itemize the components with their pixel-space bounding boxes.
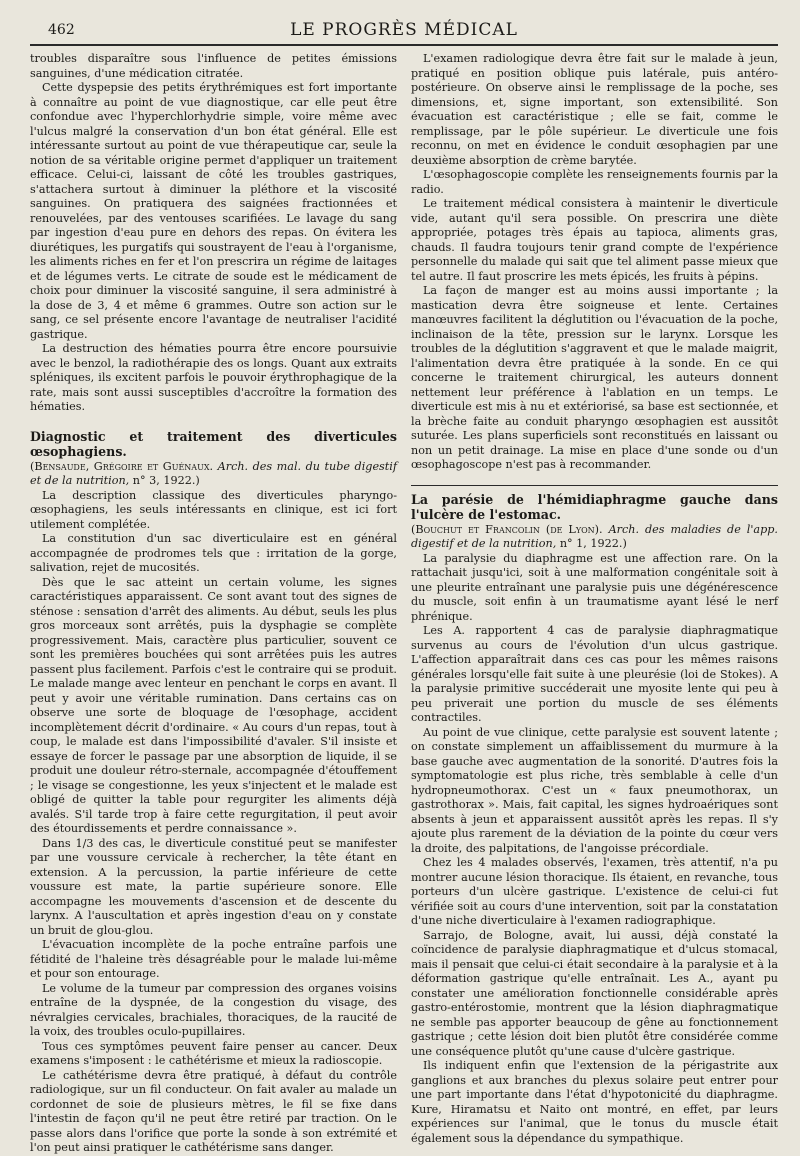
paragraph: troubles disparaître sous l'influence de petites émissions sanguines, d'une médication citratée. <box>30 52 397 80</box>
page-number: 462 <box>48 22 75 38</box>
article-issue: n° 3, 1922.) <box>132 474 200 487</box>
article-issue: n° 1, 1922.) <box>559 537 627 550</box>
article-reference <box>411 523 778 552</box>
paragraph: L'évacuation incomplète de la poche entraîne parfois une fétidité de l'haleine très désagréable pour le malade lui-même et pour son entourage. <box>30 938 397 980</box>
paragraph: Ils indiquent enfin que l'extension de la périgastrite aux ganglions et aux branches du plexus solaire peut entrer pour une part importante dans l'état d'hypotonicité du diaphragme. Kure, Hiramatsu et Naito ont montré, en effet, par leurs expériences sur l'animal, que le tonus du muscle était également sous la dépendance du sympathique. <box>411 1059 778 1145</box>
paragraph: Chez les 4 malades observés, l'examen, très attentif, n'a pu montrer aucune lésion thoracique. Ils étaient, en revanche, tous porteurs d'un ulcère gastrique. L'existence de celui-ci fut vérifiée soit au cours d'une intervention, soit par la constatation d'une niche diverticulaire à l'examen radiographique. <box>411 856 778 927</box>
paragraph: Dès que le sac atteint un certain volume, les signes caractéristiques apparaissent. Ce sont avant tout des signes de sténose : sensation d'arrêt des aliments. Au début, seuls les plus gros morceaux sont arrêtés, puis la dysphagie se complète progressivement. Mais, caractère plus particulier, souvent ce sont les premières bouchées qui sont arrêtées puis les autres passent plus facilement. Parfois c'est le contraire qui se produit. Le malade mange avec lenteur en penchant le corps en avant. Il peut y avoir une véritable rumination. Dans certains cas on observe une sorte de bloquage de l'œsophage, accident incomplètement décrit d'ordinaire. « Au cours d'un repas, tout à coup, le malade est dans l'impossibilité d'avaler. S'il insiste et essaye de forcer le passage par une absorption de liquide, il se produit une douleur rétro-sternale, accompagnée d'étouffement ; le visage se congestionne, les yeux s'injectent et le malade est obligé de quitter la table pour regurgiter les aliments déjà avalés. S'il tarde trop à faire cette regurgitation, il peut avoir des étourdissements et perdre connaissance ». <box>30 575 397 835</box>
article-journal: Arch. des maladies de l'app. digestif et de la nutrition, <box>411 522 778 550</box>
article-authors: (Bouchut et Francolin (de Lyon). <box>411 522 603 536</box>
paragraph: Le traitement médical consistera à maintenir le diverticule vide, autant qu'il sera possible. On prescrira une diète appropriée, potages très épais au tapioca, aliments gras, chauds. Il faudra toujours tenir grand compte de l'expérience personnelle du malade qui sait que tel aliment passe mieux que tel autre. Il faut proscrire les mets épicés, les fruits à pépins. <box>411 197 778 283</box>
paragraph: L'examen radiologique devra être fait sur le malade à jeun, pratiqué en position oblique puis latérale, puis antéro-postérieure. On observe ainsi le remplissage de la poche, ses dimensions, et, signe important, son extensibilité. Son évacuation est caractéristique ; elle se fait, comme le remplissage, par le pôle supérieur. Le diverticule une fois reconnu, on met en évidence le conduit œsophagien par une deuxième absorption de crème barytée. <box>411 52 778 167</box>
paragraph: La paralysie du diaphragme est une affection rare. On la rattachait jusqu'ici, soit à une malformation congénitale soit à une pleurite entraînant une paralysie puis une dégénérescence du muscle, soit enfin à un traumatisme ayant lésé le nerf phrénique. <box>411 551 778 623</box>
two-column-body <box>30 52 778 1156</box>
article-reference: (Bensaude, Grégoire et Guénaux. Arch. des mal. du tube digestif et de la nutrition, n° 3, 1922.) <box>30 459 398 487</box>
paragraph: Les A. rapportent 4 cas de paralysie diaphragmatique survenus au cours de l'évolution d'un ulcus gastrique. L'affection apparaîtrait dans ces cas pour les mêmes raisons générales lorsqu'elle fait suite à une pleurésie (loi de Stokes). A la paralysie primitive succéderait une myosite lente qui peu à peu priverait une portion du muscle de ses éléments contractiles. <box>411 624 778 724</box>
paragraph: La destruction des hématies pourra être encore poursuivie avec le benzol, la radiothérapie des os longs. Quant aux extraits spléniques, ils excitent parfois le pouvoir érythrophagique de la rate, mais sont aussi susceptibles d'accroître la formation des hématies. <box>30 342 397 413</box>
paragraph: Cette dyspepsie des petits érythrémiques est fort importante à connaître au point de vue diagnostique, car elle peut être confondue avec l'hyperchlorhydrie simple, voire même avec l'ulcus malgré la conservation d'un bon état général. Elle est intéressante surtout au point de vue thérapeutique car, seule la notion de sa véritable origine permet d'appliquer un traitement efficace. Celui-ci, laissant de côté les troubles gastriques, s'attachera surtout à diminuer la pléthore et la viscosité sanguines. On pratiquera des saignées fractionnées et renouvelées, par des ventouses scarifiées. Le lavage du sang par ingestion d'eau pure en dehors des repas. On évitera les diurétiques, les purgatifs qui soustrayent de l'eau à l'organisme, les aliments riches en fer et l'on prescrira un régime de laitages et de légumes verts. Le citrate de soude est le médicament de choix pour diminuer la viscosité sanguine, il sera administré à la dose de 3, 4 et même 6 grammes. Outre son action sur le sang, ce sel présente encore l'avantage de neutraliser l'acidité gastrique. <box>30 81 397 341</box>
paragraph: La description classique des diverticules pharyngo-œsophagiens, les seuls intéressants en clinique, est ici fort utilement complétée. <box>30 488 397 531</box>
section-divider <box>411 485 778 486</box>
paragraph: L'œsophagoscopie complète les renseignements fournis par la radio. <box>411 168 778 196</box>
paragraph: Au point de vue clinique, cette paralysie est souvent latente ; on constate simplement un affaiblissement du murmure à la base gauche avec augmentation de la sonorité. D'autres fois la symptomatologie est plus riche, très semblable à celle d'un hydropneumothorax. C'est un « faux pneumothorax, un gastrothorax ». Mais, fait capital, les signes hydroaériques sont absents à jeun et apparaissent aussitôt après les repas. Il s'y ajoute plus rarement de la déviation de la pointe du cœur vers la droite, des palpitations, de l'angoisse précordiale. <box>411 725 778 855</box>
paragraph: La constitution d'un sac diverticulaire est en général accompagnée de prodromes tels que : irritation de la gorge, salivation, rejet de mucosités. <box>30 532 397 574</box>
right-column <box>411 52 778 1156</box>
article-authors: Bensaude, Grégoire et Guénaux. <box>34 459 214 473</box>
page-header <box>30 18 778 46</box>
paragraph: La façon de manger est au moins aussi importante ; la mastication devra être soigneuse et lente. Certaines manœuvres facilitent la déglutition ou l'évacuation de la poche, inclinaison de la tête, pression sur le larynx. Lorsque les troubles de la déglutition s'aggravent et que le malade maigrit, l'alimentation devra être pratiquée à la sonde. En ce qui concerne le traitement chirurgical, les auteurs donnent nettement leur préférence à l'ablation en un temps. Le diverticule est mis à nu et extériorisé, sa base est sectionnée, et la brèche faite au conduit pharyngo œsophagien est aussitôt suturée. Les plans superficiels sont reconstitués en laissant ou non un petit drainage. La mise en place d'une sonde ou d'un œsophagoscope n'est pas à recommander. <box>411 284 778 471</box>
paragraph: Le volume de la tumeur par compression des organes voisins entraîne de la dyspnée, de la congestion du visage, des névralgies cervicales, brachiales, thoraciques, de la raucité de la voix, des troubles oculo-pupillaires. <box>30 981 397 1038</box>
article-title: La parésie de l'hémidiaphragme gauche dans l'ulcère de l'estomac. <box>411 491 778 522</box>
paragraph: Sarrajo, de Bologne, avait, lui aussi, déjà constaté la coïncidence de paralysie diaphragmatique et d'ulcus stomacal, mais il pensait que celui-ci était secondaire à la paralysie et à la déformation gastrique qu'elle entraînait. Les A., ayant pu constater une amélioration fonctionnelle considérable après gastro-entérostomie, montrent que la lésion diaphragmatique ne semble pas apporter beaucoup de gêne au fonctionnement gastrique ; cette lésion doit bien plutôt être considérée comme une conséquence plutôt qu'une cause d'ulcère gastrique. <box>411 928 778 1058</box>
left-column <box>30 52 397 1156</box>
article-title: Diagnostic et traitement des diverticules œsophagiens. <box>30 428 397 459</box>
paragraph: Dans 1/3 des cas, le diverticule constitué peut se manifester par une voussure cervicale à rechercher, la tête étant en extension. A la percussion, la partie inférieure de cette voussure est mate, la partie supérieure sonore. Elle accompagne les mouvements d'ascension et de descente du larynx. A l'auscultation et après ingestion d'eau on y constate un bruit de glou-glou. <box>30 836 397 937</box>
paragraph: Tous ces symptômes peuvent faire penser au cancer. Deux examens s'imposent : le cathétérisme et mieux la radioscopie. <box>30 1039 397 1067</box>
journal-title: LE PROGRÈS MÉDICAL <box>290 20 518 40</box>
paragraph: Le cathétérisme devra être pratiqué, à défaut du contrôle radiologique, sur un fil conducteur. On fait avaler au malade un cordonnet de soie de plusieurs mètres, le fil se fixe dans l'intestin de façon qu'il ne peut être retiré par traction. On le passe alors dans l'orifice que porte la sonde à son extrémité et l'on peut ainsi pratiquer le cathétérisme sans danger. <box>30 1068 397 1154</box>
article-journal: Arch. des mal. du tube digestif et de la nutrition, <box>30 459 398 487</box>
